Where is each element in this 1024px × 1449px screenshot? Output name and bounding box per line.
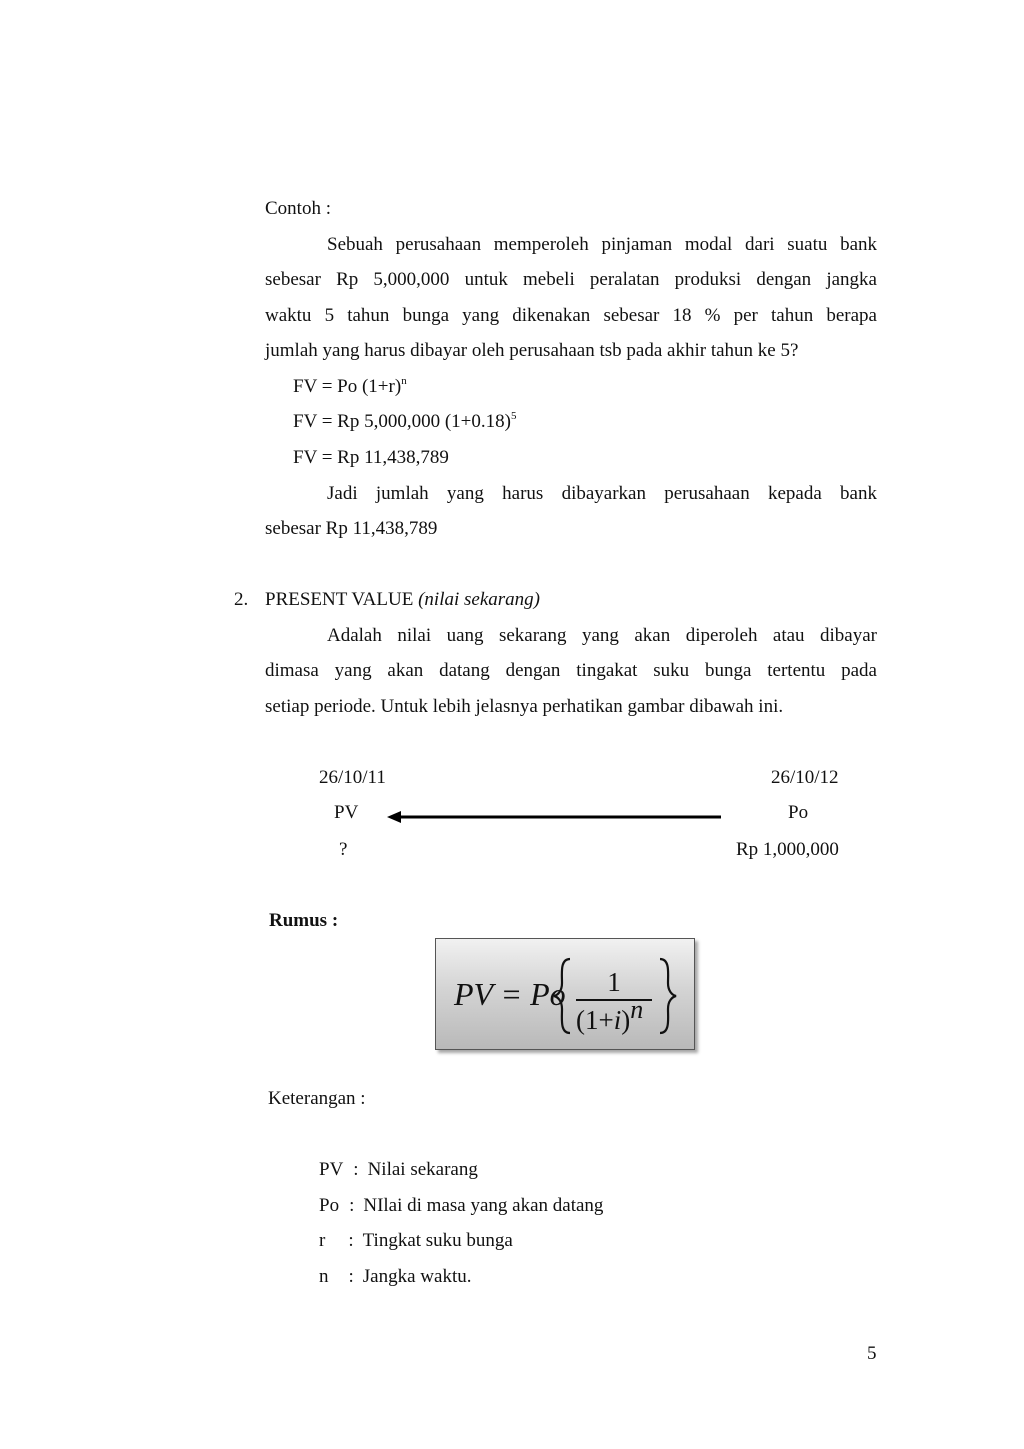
formula-exponent: 5	[510, 410, 517, 422]
legend-description: Nilai sekarang	[367, 1159, 478, 1180]
example-paragraph-line: jumlah yang harus dibayar oleh perusahaan tsb pada akhir tahun ke 5?	[265, 340, 799, 361]
timeline-right-label: Po	[788, 802, 809, 823]
formula-line: FV = Rp 11,438,789	[293, 447, 449, 468]
section-paragraph-line: Adalah nilai uang sekarang yang akan diperoleh atau dibayar	[327, 625, 877, 646]
example-heading: Contoh :	[265, 198, 331, 219]
legend-description: Jangka waktu.	[362, 1266, 472, 1287]
timeline-arrow-icon	[385, 808, 725, 826]
section-number: 2.	[234, 589, 249, 610]
legend-label: Keterangan :	[268, 1088, 366, 1109]
example-paragraph-line: Sebuah perusahaan memperoleh pinjaman modal dari suatu bank	[327, 234, 877, 255]
formula-denominator: (1+i)n	[576, 995, 644, 1035]
example-paragraph-line: waktu 5 tahun bunga yang dikenakan sebesar 18 % per tahun berapa	[265, 305, 877, 326]
page-number: 5	[867, 1343, 877, 1364]
timeline-left-value: ?	[339, 839, 348, 860]
legend-description: NIlai di masa yang akan datang	[363, 1195, 604, 1216]
section-title-italic: (nilai sekarang)	[418, 589, 540, 610]
legend-symbol: Po	[319, 1195, 340, 1216]
timeline-right-date: 26/10/12	[771, 767, 839, 788]
pv-formula-box	[435, 938, 695, 1050]
formula-line: FV = Rp 5,000,000 $(1+0.18)^5$	[293, 410, 517, 432]
pv-formula	[436, 939, 694, 1049]
legend-description: Tingkat suku bunga	[362, 1230, 513, 1251]
legend-item: Po : NIlai di masa yang akan datang	[319, 1195, 604, 1216]
timeline-right-value: Rp 1,000,000	[736, 839, 839, 860]
conclusion-line: sebesar Rp 11,438,789	[265, 518, 438, 539]
example-paragraph-line: sebesar Rp 5,000,000 untuk mebeli peralatan produksi dengan jangka	[265, 269, 877, 290]
conclusion-line: Jadi jumlah yang harus dibayarkan perusahaan kepada bank	[327, 483, 877, 504]
legend-symbol: PV	[319, 1159, 344, 1180]
section-paragraph-line: setiap periode. Untuk lebih jelasnya perhatikan gambar dibawah ini.	[265, 696, 784, 717]
formula-label: Rumus :	[269, 910, 339, 931]
timeline-left-label: PV	[334, 802, 359, 823]
timeline-left-date: 26/10/11	[319, 767, 386, 788]
right-brace-icon	[660, 959, 676, 1033]
formula-exponent: n	[401, 375, 407, 387]
legend-item: r : Tingkat suku bunga	[319, 1230, 513, 1251]
formula-lhs: PV = Po	[454, 976, 566, 1012]
section-title: PRESENT VALUE (nilai sekarang)	[265, 589, 540, 610]
legend-symbol: n	[319, 1266, 329, 1287]
legend-item: n : Jangka waktu.	[319, 1266, 472, 1287]
formula-numerator: 1	[607, 967, 621, 997]
formula-line: FV = Po $(1+r)^n$	[293, 375, 407, 397]
legend-item: PV : Nilai sekarang	[319, 1159, 478, 1180]
legend-symbol: r	[319, 1230, 326, 1251]
section-paragraph-line: dimasa yang akan datang dengan tingakat suku bunga tertentu pada	[265, 660, 877, 681]
